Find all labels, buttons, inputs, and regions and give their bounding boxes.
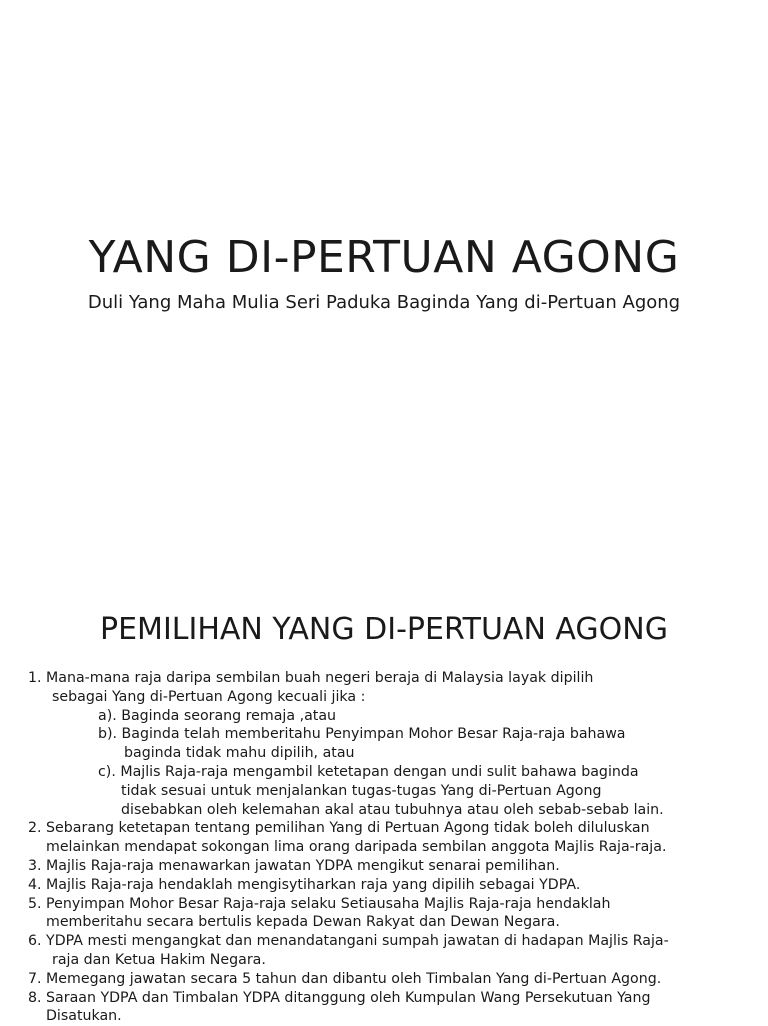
election-list bbox=[24, 669, 754, 1026]
list-item: 6. YDPA mesti mengangkat dan menandatangani sumpah jawatan di hadapan Majlis Raja- bbox=[28, 933, 669, 950]
list-item: 8. Saraan YDPA dan Timbalan YDPA ditanggung oleh Kumpulan Wang Persekutuan Yang bbox=[28, 989, 651, 1006]
section-title: PEMILIHAN YANG DI-PERTUAN AGONG bbox=[100, 612, 668, 647]
sub-list-item: c). Majlis Raja-raja mengambil ketetapan dengan undi sulit bahawa baginda bbox=[98, 763, 639, 780]
list-item-continuation: memberitahu secara bertulis kepada Dewan Rakyat dan Dewan Negara. bbox=[46, 914, 560, 931]
list-item: 1. Mana-mana raja daripa sembilan buah negeri beraja di Malaysia layak dipilih bbox=[28, 670, 594, 686]
list-item: 3. Majlis Raja-raja menawarkan jawatan YDPA mengikut senarai pemilihan. bbox=[28, 857, 560, 874]
list-item: 4. Majlis Raja-raja hendaklah mengisytiharkan raja yang dipilih sebagai YDPA. bbox=[28, 876, 581, 893]
list-item: 2. Sebarang ketetapan tentang pemilihan Yang di Pertuan Agong tidak boleh diluluskan bbox=[28, 820, 650, 837]
sub-list-item: a). Baginda seorang remaja ,atau bbox=[98, 707, 337, 724]
list-item-continuation: sebagai Yang di-Pertuan Agong kecuali jika : bbox=[52, 688, 366, 705]
sub-list-item-continuation: disebabkan oleh kelemahan akal atau tubuhnya atau oleh sebab-sebab lain. bbox=[121, 801, 664, 818]
list-item-continuation: Disatukan. bbox=[46, 1008, 122, 1025]
sub-list-item-continuation: baginda tidak mahu dipilih, atau bbox=[124, 745, 355, 762]
sub-list-item-continuation: tidak sesuai untuk menjalankan tugas-tugas Yang di-Pertuan Agong bbox=[121, 782, 602, 799]
sub-list-item: b). Baginda telah memberitahu Penyimpan Mohor Besar Raja-raja bahawa bbox=[98, 726, 626, 743]
main-title: YANG DI-PERTUAN AGONG bbox=[88, 232, 680, 283]
list-item: 7. Memegang jawatan secara 5 tahun dan dibantu oleh Timbalan Yang di-Pertuan Agong. bbox=[28, 970, 662, 987]
list-item-continuation: melainkan mendapat sokongan lima orang daripada sembilan anggota Majlis Raja-raja. bbox=[46, 839, 667, 856]
content-slide bbox=[0, 576, 768, 1024]
list-item: 5. Penyimpan Mohor Besar Raja-raja selaku Setiausaha Majlis Raja-raja hendaklah bbox=[28, 895, 611, 912]
list-item-continuation: raja dan Ketua Hakim Negara. bbox=[52, 951, 266, 968]
subtitle: Duli Yang Maha Mulia Seri Paduka Baginda Yang di-Pertuan Agong bbox=[87, 292, 681, 313]
